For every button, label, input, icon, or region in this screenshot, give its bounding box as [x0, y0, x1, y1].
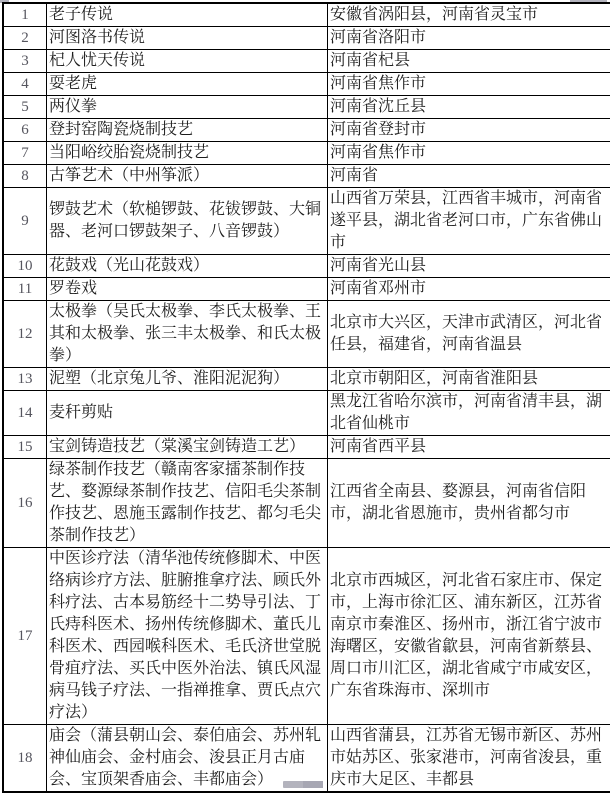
table-body: [3, 3, 610, 792]
item-name-cell: 罗卷戏: [47, 278, 328, 301]
row-number-cell: 1: [3, 3, 47, 27]
item-name-cell: 花鼓戏（光山花鼓戏）: [47, 255, 328, 278]
table-row: [3, 73, 610, 96]
table-row: [3, 27, 610, 50]
row-number-cell: 8: [3, 165, 47, 188]
item-name-cell: 杞人忧天传说: [47, 50, 328, 73]
location-cell: 黑龙江省哈尔滨市，河南省清丰县，湖北省仙桃市: [328, 391, 610, 436]
table-row: [3, 436, 610, 459]
table-row: [3, 368, 610, 391]
location-cell: 河南省: [328, 165, 610, 188]
table-row: [3, 188, 610, 255]
row-number-cell: 6: [3, 119, 47, 142]
location-cell: 河南省登封市: [328, 119, 610, 142]
item-name-cell: 麦秆剪贴: [47, 391, 328, 436]
table-row: [3, 255, 610, 278]
location-cell: 山西省蒲县，江苏省无锡市新区、苏州市姑苏区、张家港市，河南省浚县，重庆市大足区、丰都县: [328, 725, 610, 793]
location-cell: 河南省沈丘县: [328, 96, 610, 119]
location-cell: 北京市朝阳区，河南省淮阳县: [328, 368, 610, 391]
item-name-cell: 耍老虎: [47, 73, 328, 96]
item-name-cell: 两仪拳: [47, 96, 328, 119]
row-number-cell: 17: [3, 548, 47, 725]
item-name-cell: 中医诊疗法（清华池传统修脚术、中医络病诊疗方法、脏腑推拿疗法、顾氏外科疗法、古本易筋经十二势导引法、丁氏痔科医术、扬州传统修脚术、董氏儿科医术、西园喉科医术、毛氏济世堂脱骨疽疗法、买氏中医外治法、镇氏风湿病马钱子疗法、一指禅推拿、贾氏点穴疗法）: [47, 548, 328, 725]
row-number-cell: 3: [3, 50, 47, 73]
row-number-cell: 4: [3, 73, 47, 96]
item-name-cell: 太极拳（吴氏太极拳、李氏太极拳、王其和太极拳、张三丰太极拳、和氏太极拳）: [47, 301, 328, 368]
location-cell: 安徽省涡阳县，河南省灵宝市: [328, 3, 610, 27]
location-cell: 河南省杞县: [328, 50, 610, 73]
location-cell: 山西省万荣县，江西省丰城市，河南省遂平县，湖北省老河口市，广东省佛山市: [328, 188, 610, 255]
item-name-cell: 庙会（蒲县朝山会、泰伯庙会、苏州轧神仙庙会、金村庙会、浚县正月古庙会、宝顶架香庙会、丰都庙会）: [47, 725, 328, 793]
location-cell: 河南省洛阳市: [328, 27, 610, 50]
row-number-cell: 10: [3, 255, 47, 278]
location-cell: 北京市西城区，河北省石家庄市、保定市，上海市徐汇区、浦东新区，江苏省南京市秦淮区、扬州市，浙江省宁波市海曙区，安徽省歙县，河南省新蔡县、周口市川汇区，湖北省咸宁市咸安区，广东省珠海市、深圳市: [328, 548, 610, 725]
row-number-cell: 9: [3, 188, 47, 255]
row-number-cell: 16: [3, 459, 47, 548]
row-number-cell: 11: [3, 278, 47, 301]
location-cell: 北京市大兴区，天津市武清区，河北省任县，福建省，河南省温县: [328, 301, 610, 368]
row-number-cell: 13: [3, 368, 47, 391]
item-name-cell: 古筝艺术（中州筝派）: [47, 165, 328, 188]
table-row: [3, 301, 610, 368]
item-name-cell: 登封窑陶瓷烧制技艺: [47, 119, 328, 142]
table-row: [3, 142, 610, 165]
table-row: [3, 459, 610, 548]
location-cell: 河南省邓州市: [328, 278, 610, 301]
item-name-cell: 泥塑（北京兔儿爷、淮阳泥泥狗）: [47, 368, 328, 391]
row-number-cell: 7: [3, 142, 47, 165]
location-cell: 河南省光山县: [328, 255, 610, 278]
row-number-cell: 5: [3, 96, 47, 119]
table-row: [3, 165, 610, 188]
table-row: [3, 50, 610, 73]
location-cell: 河南省焦作市: [328, 142, 610, 165]
item-name-cell: 锣鼓艺术（软槌锣鼓、花钹锣鼓、大铜器、老河口锣鼓架子、八音锣鼓）: [47, 188, 328, 255]
table-row: [3, 119, 610, 142]
location-cell: 河南省西平县: [328, 436, 610, 459]
item-name-cell: 河图洛书传说: [47, 27, 328, 50]
row-number-cell: 15: [3, 436, 47, 459]
heritage-list-table: [2, 2, 610, 793]
horizontal-scrollbar-thumb-shadow: [303, 781, 323, 788]
location-cell: 河南省焦作市: [328, 73, 610, 96]
table-row: [3, 96, 610, 119]
item-name-cell: 绿茶制作技艺（赣南客家擂茶制作技艺、婺源绿茶制作技艺、信阳毛尖茶制作技艺、恩施玉露制作技艺、都匀毛尖茶制作技艺）: [47, 459, 328, 548]
location-cell: 江西省全南县、婺源县，河南省信阳市，湖北省恩施市，贵州省都匀市: [328, 459, 610, 548]
row-number-cell: 12: [3, 301, 47, 368]
table-row: [3, 3, 610, 27]
row-number-cell: 18: [3, 725, 47, 793]
item-name-cell: 老子传说: [47, 3, 328, 27]
table-row: [3, 548, 610, 725]
table-row: [3, 278, 610, 301]
item-name-cell: 当阳峪绞胎瓷烧制技艺: [47, 142, 328, 165]
table-row: [3, 391, 610, 436]
row-number-cell: 14: [3, 391, 47, 436]
item-name-cell: 宝剑铸造技艺（棠溪宝剑铸造工艺）: [47, 436, 328, 459]
row-number-cell: 2: [3, 27, 47, 50]
